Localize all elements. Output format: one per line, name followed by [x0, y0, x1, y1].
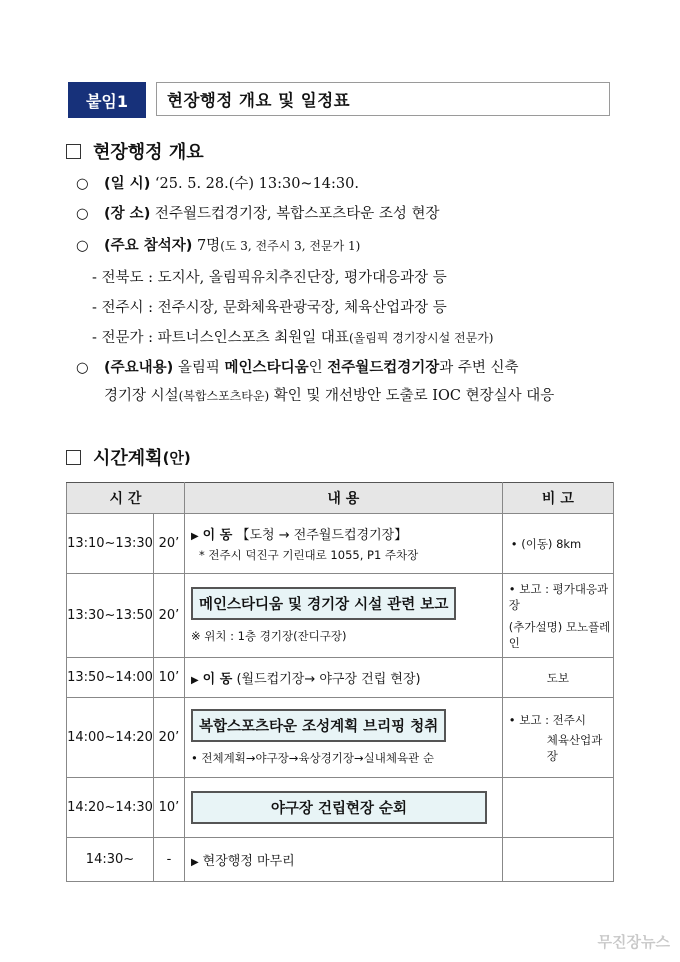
column-time: 시 간: [67, 483, 185, 514]
table-row: 14:20~14:30 10’ 야구장 건립현장 순회: [67, 778, 614, 838]
attachment-badge: 붙임1: [68, 82, 146, 118]
document-title: 현장행정 개요 및 일정표: [156, 82, 610, 116]
column-note: 비 고: [502, 483, 613, 514]
table-row: 14:00~14:20 20’ 복합스포츠타운 조성계획 브리핑 청취 • 전체계획→야구장→육상경기장→실내체육관 순 • 보고 : 전주시 체육산업과장: [67, 698, 614, 778]
table-row: 13:30~13:50 20’ 메인스타디움 및 경기장 시설 관련 보고 ※ 위치 : 1층 경기장(잔디구장) • 보고 : 평가대응과장 (추가설명) 모노플레인: [67, 574, 614, 658]
column-content: 내 용: [184, 483, 502, 514]
table-row: 14:30~ - ▶ 현장행정 마무리: [67, 838, 614, 882]
schedule-table: [66, 482, 614, 882]
overview-content-line2: 경기장 시설(복합스포츠타운) 확인 및 개선방안 도출로 IOC 현장실사 대응: [104, 388, 555, 404]
table-row: 13:50~14:00 10’ ▶ 이 동 (월드컵기장→ 야구장 건립 현장) 도보: [67, 658, 614, 698]
checkbox-square-icon: [66, 450, 81, 465]
watermark-logo: 무진장뉴스: [597, 933, 670, 951]
overview-date: ○ (일 시) ‘25. 5. 28.(수) 13:30~14:30.: [76, 176, 359, 192]
triangle-bullet-icon: ▶: [190, 675, 199, 686]
overview-content: ○ (주요내용) 올림픽 메인스타디움인 전주월드컵경기장과 주변 신축: [76, 360, 519, 376]
attendee-province: - 전북도 : 도지사, 올림픽유치추진단장, 평가대응과장 등: [92, 270, 447, 286]
table-header-row: [67, 483, 614, 514]
triangle-bullet-icon: ▶: [190, 857, 199, 868]
attendee-expert: - 전문가 : 파트너스인스포츠 최원일 대표(올림픽 경기장시설 전문가): [92, 330, 494, 346]
triangle-bullet-icon: ▶: [190, 531, 199, 542]
overview-attendees: ○ (주요 참석자) 7명(도 3, 전주시 3, 전문가 1): [76, 238, 361, 254]
highlight-box: 야구장 건립현장 순회: [191, 791, 487, 824]
highlight-box: 메인스타디움 및 경기장 시설 관련 보고: [191, 587, 456, 620]
attendee-city: - 전주시 : 전주시장, 문화체육관광국장, 체육산업과장 등: [92, 300, 447, 316]
schedule-heading: 시간계획 (안): [66, 444, 191, 470]
overview-place: ○ (장 소) 전주월드컵경기장, 복합스포츠타운 조성 현장: [76, 206, 440, 222]
table-row: 13:10~13:30 20’ ▶ 이 동 【도청 → 전주월드컵경기장】 * 전주시 덕진구 기린대로 1055, P1 주차장 • (이동) 8km: [67, 514, 614, 574]
overview-heading: 현장행정 개요: [66, 138, 204, 164]
checkbox-square-icon: [66, 144, 81, 159]
highlight-box: 복합스포츠타운 조성계획 브리핑 청취: [191, 709, 446, 742]
